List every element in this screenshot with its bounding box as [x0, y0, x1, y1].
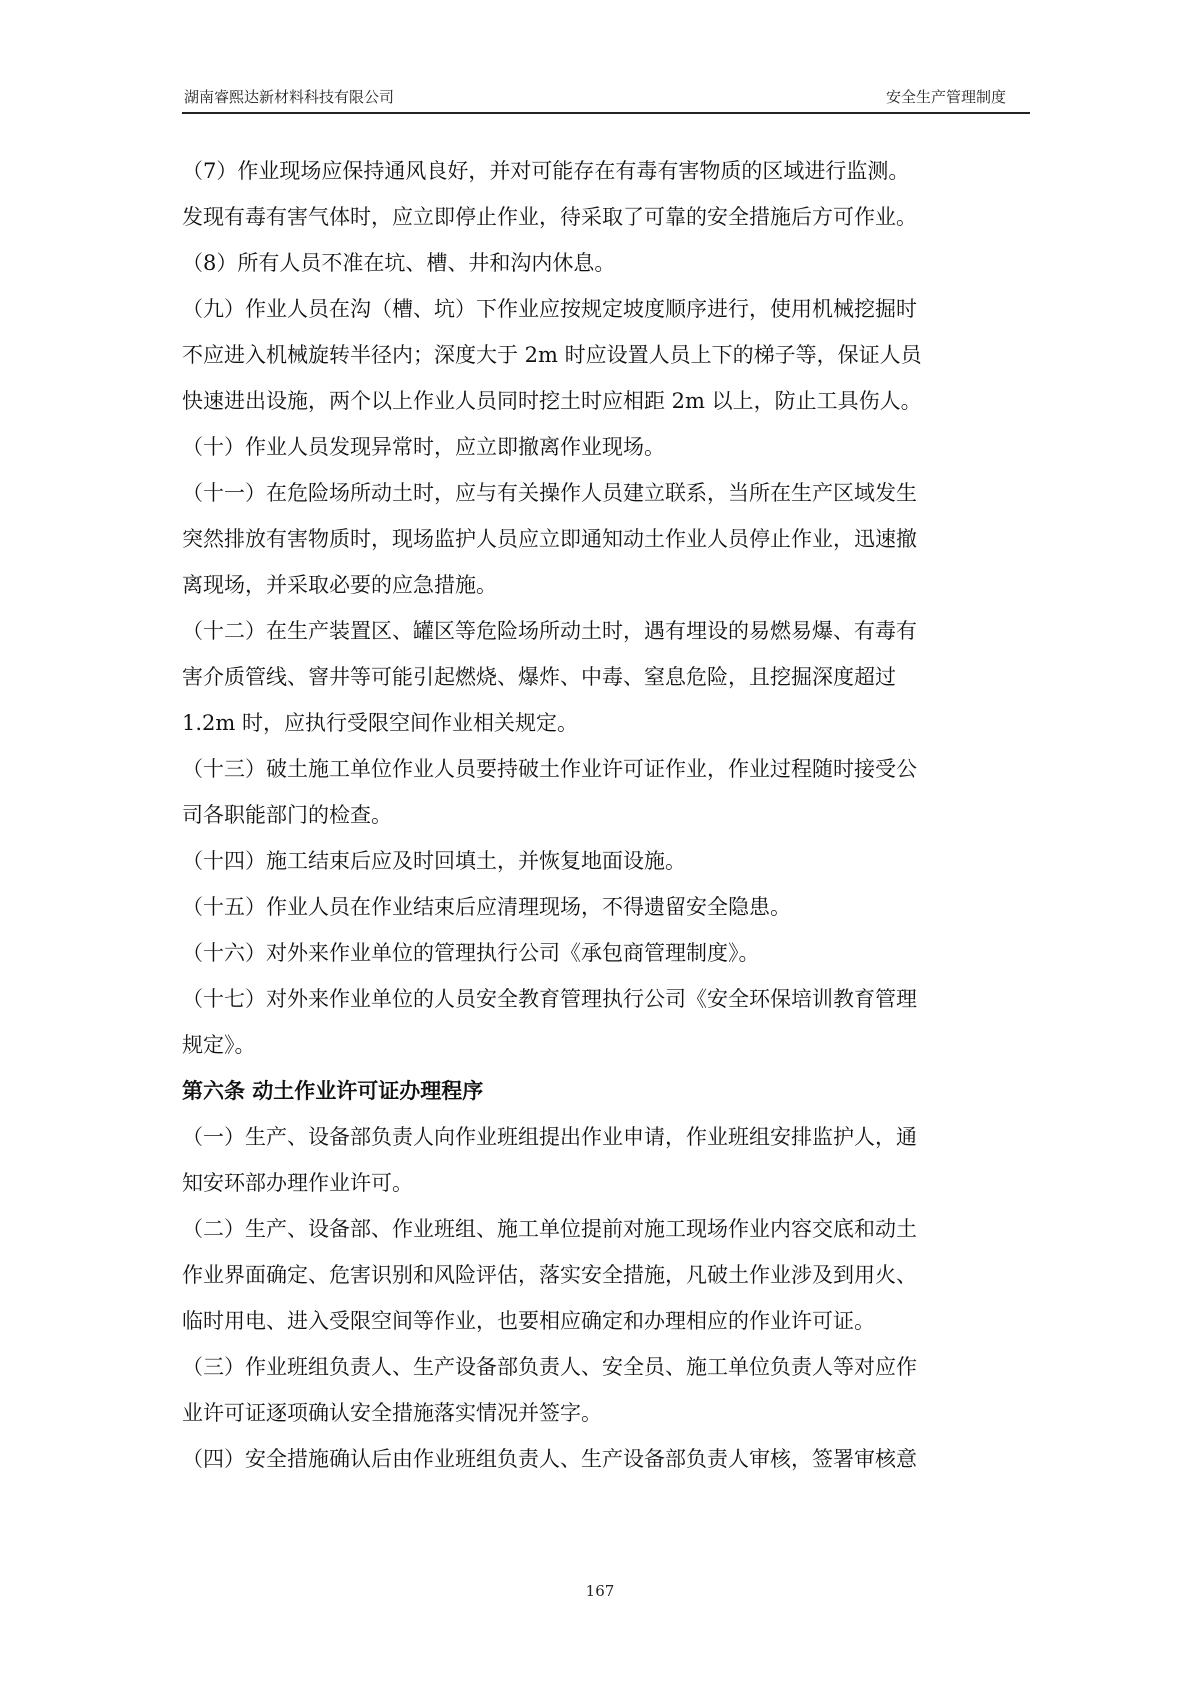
text-line: （十四）施工结束后应及时回填土，并恢复地面设施。: [182, 849, 686, 873]
text-line: 作业界面确定、危害识别和风险评估，落实安全措施，凡破土作业涉及到用火、: [182, 1263, 917, 1287]
text-line: 突然排放有害物质时，现场监护人员应立即通知动土作业人员停止作业，迅速撤: [182, 527, 917, 551]
section-heading: 第六条 动土作业许可证办理程序: [182, 1079, 484, 1103]
text-line: （九）作业人员在沟（槽、坑）下作业应按规定坡度顺序进行，使用机械挖掘时: [182, 297, 917, 321]
company-name: 湖南睿熙达新材料科技有限公司: [184, 88, 395, 106]
text-line: （十五）作业人员在作业结束后应清理现场，不得遗留安全隐患。: [182, 895, 791, 919]
text-line: 离现场，并采取必要的应急措施。: [182, 573, 497, 597]
page-header: [182, 82, 1030, 114]
text-line: 不应进入机械旋转半径内；深度大于 2m 时应设置人员上下的梯子等，保证人员: [182, 343, 922, 367]
text-line: 快速进出设施，两个以上作业人员同时挖土时应相距 2m 以上，防止工具伤人。: [182, 389, 922, 413]
text-line: （一）生产、设备部负责人向作业班组提出作业申请，作业班组安排监护人，通: [182, 1125, 917, 1149]
text-line: 业许可证逐项确认安全措施落实情况并签字。: [182, 1401, 602, 1425]
text-line: （十）作业人员发现异常时，应立即撤离作业现场。: [182, 435, 665, 459]
document-title: 安全生产管理制度: [885, 88, 1006, 106]
page-number: 167: [585, 1582, 615, 1600]
text-line: （四）安全措施确认后由作业班组负责人、生产设备部负责人审核，签署审核意: [182, 1447, 917, 1471]
text-line: （十三）破土施工单位作业人员要持破土作业许可证作业，作业过程随时接受公: [182, 757, 917, 781]
text-line: （二）生产、设备部、作业班组、施工单位提前对施工现场作业内容交底和动土: [182, 1217, 917, 1241]
text-line: 知安环部办理作业许可。: [182, 1171, 413, 1195]
text-line: （7）作业现场应保持通风良好，并对可能存在有毒有害物质的区域进行监测。: [182, 159, 910, 183]
text-line: （8）所有人员不准在坑、槽、井和沟内休息。: [182, 251, 616, 275]
text-line: 司各职能部门的检查。: [182, 803, 392, 827]
text-line: （十七）对外来作业单位的人员安全教育管理执行公司《安全环保培训教育管理: [182, 987, 917, 1011]
text-line: （十一）在危险场所动土时，应与有关操作人员建立联系，当所在生产区域发生: [182, 481, 917, 505]
text-line: 1.2m 时，应执行受限空间作业相关规定。: [182, 711, 578, 735]
text-line: （三）作业班组负责人、生产设备部负责人、安全员、施工单位负责人等对应作: [182, 1355, 917, 1379]
document-body: [182, 148, 1030, 1482]
text-line: 临时用电、进入受限空间等作业，也要相应确定和办理相应的作业许可证。: [182, 1309, 875, 1333]
text-line: （十六）对外来作业单位的管理执行公司《承包商管理制度》。: [182, 941, 760, 965]
text-line: （十二）在生产装置区、罐区等危险场所动土时，遇有埋设的易燃易爆、有毒有: [182, 619, 917, 643]
text-line: 规定》。: [182, 1033, 256, 1057]
text-line: 发现有毒有害气体时，应立即停止作业，待采取了可靠的安全措施后方可作业。: [182, 205, 917, 229]
text-line: 害介质管线、窨井等可能引起燃烧、爆炸、中毒、窒息危险，且挖掘深度超过: [182, 665, 896, 689]
